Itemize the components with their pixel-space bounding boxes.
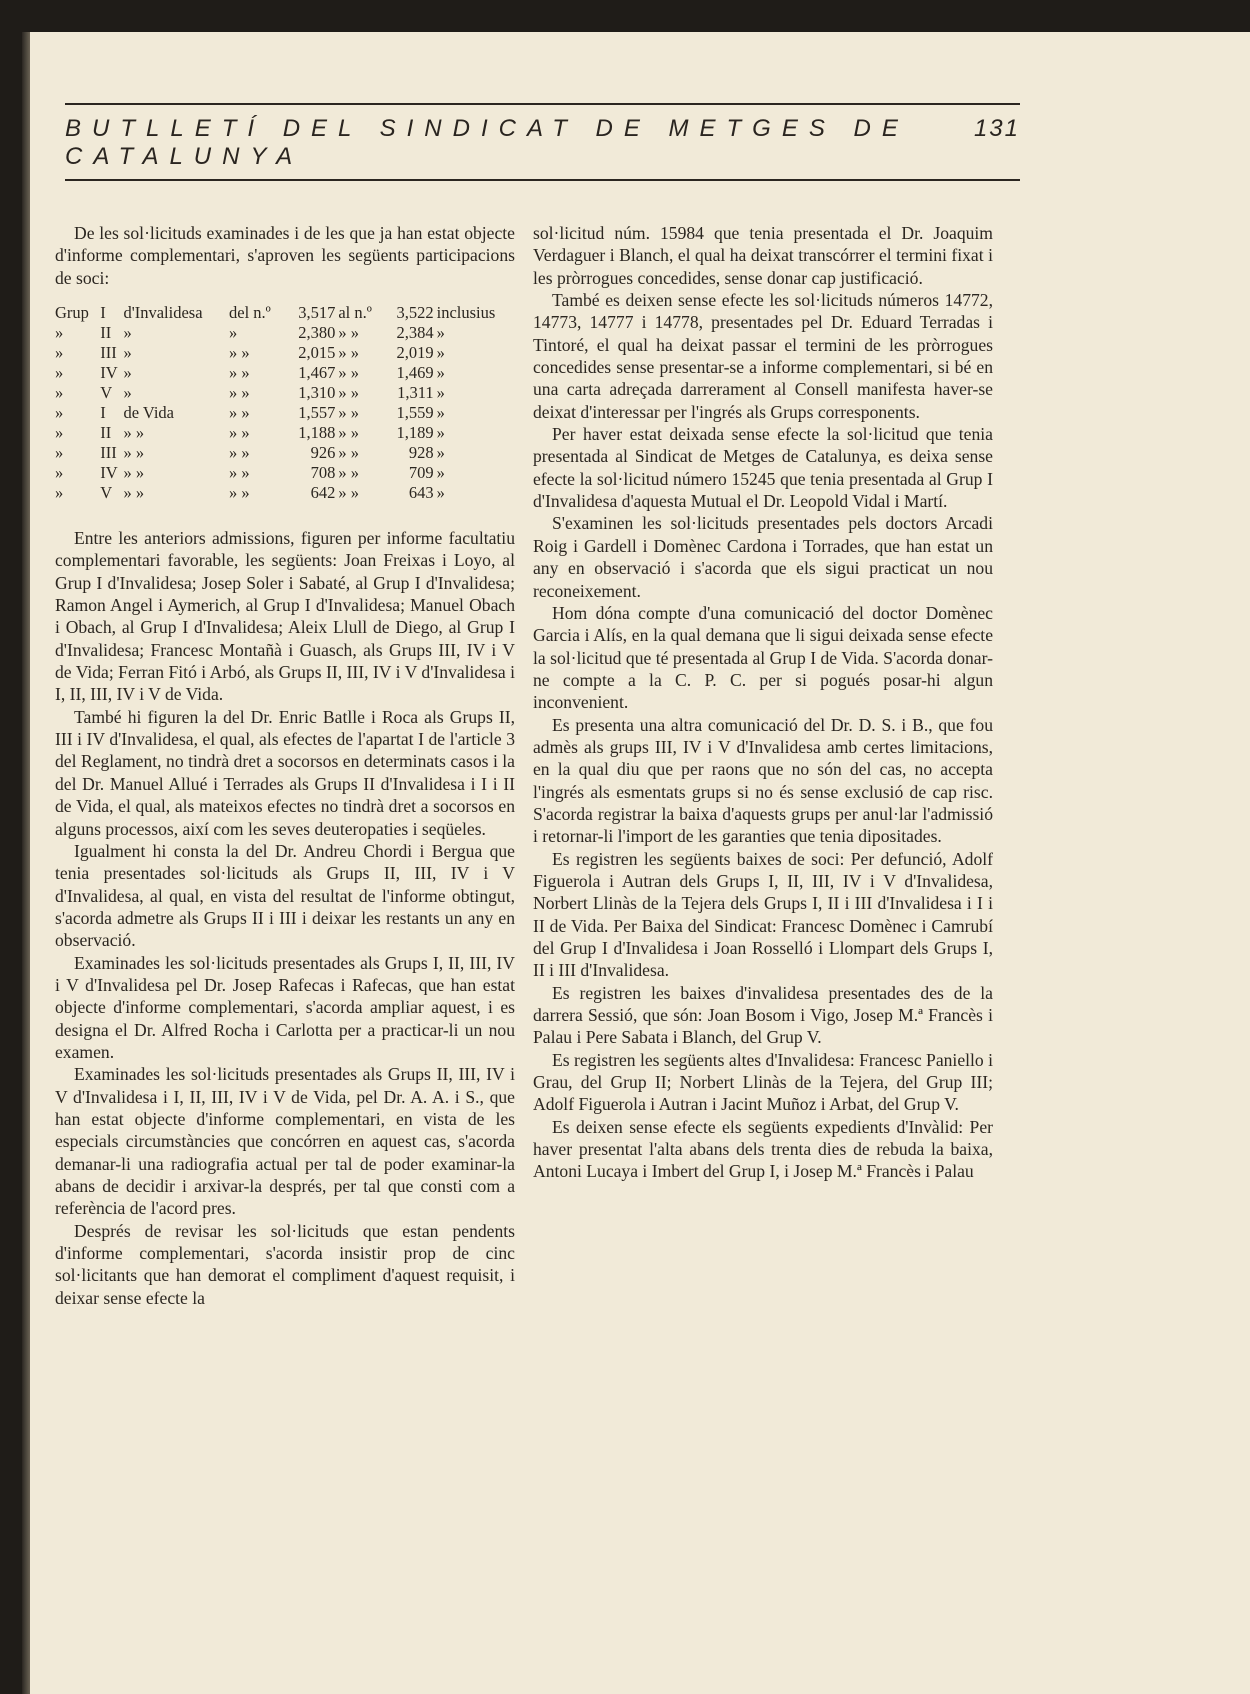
table-cell: 2,384 bbox=[396, 323, 434, 343]
right-column bbox=[533, 222, 993, 1183]
body-paragraph: Es registren les baixes d'invalidesa presentades des de la darrera Sessió, que són: Joan Bosom i Vigo, Josep M.ª Francès i Palau i Pere Sabata i Blanch, del Grup V. bbox=[533, 982, 993, 1048]
table-cell: I bbox=[100, 403, 106, 423]
body-paragraph: sol·licitud núm. 15984 que tenia presentada el Dr. Joaquim Verdaguer i Blanch, el qual ha deixat transcórrer el termini fixat i les pròrrogues concedides, sense donar cap justificació. bbox=[533, 223, 993, 288]
left-column bbox=[55, 222, 515, 1309]
table-cell: 1,188 bbox=[298, 423, 336, 443]
body-paragraph: Examinades les sol·licituds presentades als Grups I, II, III, IV i V d'Invalidesa pel Dr. Josep Rafecas i Rafecas, que han estat objecte d'informe complementari, s'acorda ampliar aquest, i es designa el Dr. Alfred Rocha i Carlotta per a practicar-li un nou examen. bbox=[55, 952, 515, 1062]
table-cell: » » bbox=[338, 403, 359, 423]
body-paragraph: Es registren les següents baixes de soci: Per defunció, Adolf Figuerola i Autran dels Grups I, II, III, IV i V d'Invalidesa, Norbert Llinàs de la Tejera dels Grups I, II i III d'Invalidesa i I i II de Vida. Per Baixa del Sindicat: Francesc Domènec i Camrubí del Grup I d'Invalidesa i Joan Rosselló i Llompart dels Grups I, II i III d'Invalidesa. bbox=[533, 848, 993, 981]
table-cell: 1,467 bbox=[298, 363, 336, 383]
table-cell: » bbox=[55, 443, 64, 463]
table-cell: » bbox=[55, 383, 64, 403]
table-cell: » » bbox=[338, 343, 359, 363]
table-cell: » » bbox=[123, 483, 145, 503]
table-row bbox=[55, 323, 515, 343]
table-cell: » » bbox=[229, 383, 250, 403]
table-cell: inclusius bbox=[436, 303, 496, 323]
table-cell: » bbox=[436, 323, 445, 343]
table-cell: » » bbox=[123, 443, 145, 463]
table-cell: 2,015 bbox=[298, 343, 336, 363]
table-cell: 643 bbox=[408, 483, 434, 503]
table-cell: » bbox=[55, 363, 64, 383]
table-cell: V bbox=[100, 483, 113, 503]
intro-paragraph: De les sol·licituds examinades i de les que ja han estat objecte d'informe complementari, s'aproven les següents participacions de soci: bbox=[55, 223, 515, 288]
body-paragraph: Entre les anteriors admissions, figuren per informe facultatiu complementari favorable, les següents: Joan Freixas i Loyo, al Grup I d'Invalidesa; Josep Soler i Sabaté, al Grup I d'Invalidesa; Ramon Angel i Aymerich, al Grup I d'Invalidesa; Manuel Obach i Obach, al Grup I d'Invalidesa; Aleix Llull de Diego, al Grup I d'Invalidesa; Francesc Montañà i Guasch, als Grups III, IV i V de Vida; Ferran Fitó i Arbó, als Grups II, III, IV i V d'Invalidesa i I, II, III, IV i V de Vida. bbox=[55, 528, 515, 705]
table-cell: IV bbox=[100, 363, 118, 383]
table-cell: » bbox=[55, 343, 64, 363]
table-cell: 1,311 bbox=[397, 383, 434, 403]
table-row bbox=[55, 363, 515, 383]
table-cell: II bbox=[100, 423, 112, 443]
table-cell: » bbox=[436, 463, 445, 483]
body-paragraph: Es presenta una altra comunicació del Dr. D. S. i B., que fou admès als grups III, IV i V d'Invalidesa amb certes limitacions, en la qual diu que per raons que no són del cas, no accepta l'ingrés als esmentats grups si no és sense exclusió de cap risc. S'acorda registrar la baixa d'aquests grups per anul·lar l'admissió i retornar-li l'import de les garanties que tenia dipositades. bbox=[533, 714, 993, 847]
table-cell: 1,310 bbox=[298, 383, 336, 403]
body-paragraph: Examinades les sol·licituds presentades als Grups II, III, IV i V d'Invalidesa i I, II, III, IV i V de Vida, pel Dr. A. A. i S., que han estat objecte d'informe complementari, en vista de les especials circumstàncies que concórren en aquest cas, s'acorda demanar-li una radiografia actual per tal de poder examinar-la abans de decidir i arxivar-la després, per tal que consti com a referència de l'acord pres. bbox=[55, 1064, 515, 1219]
table-cell: » » bbox=[338, 423, 359, 443]
table-cell: » » bbox=[338, 363, 359, 383]
table-cell: » » bbox=[229, 363, 250, 383]
table-row bbox=[55, 303, 515, 323]
table-cell: » bbox=[436, 363, 445, 383]
table-cell: » bbox=[123, 323, 132, 343]
table-cell: 2,380 bbox=[298, 323, 336, 343]
table-cell: » bbox=[55, 403, 64, 423]
table-cell: » bbox=[123, 363, 132, 383]
table-cell: d'Invalidesa bbox=[123, 303, 203, 323]
body-paragraph: També hi figuren la del Dr. Enric Batlle i Roca als Grups II, III i IV d'Invalidesa, el qual, als efectes de l'apartat I de l'article 3 del Reglament, no tindrà dret a socorsos en determinats casos i la del Dr. Manuel Allué i Terrades als Grups II d'Invalidesa i I i II de Vida, el qual, als mateixos efectes no tindrà dret a socorsos en alguns processos, així com les seves deuteropaties i seqüeles. bbox=[55, 706, 515, 839]
table-cell: » » bbox=[229, 343, 250, 363]
table-cell: 1,469 bbox=[396, 363, 434, 383]
table-cell: III bbox=[100, 443, 117, 463]
table-cell: » » bbox=[338, 323, 359, 343]
table-cell: III bbox=[100, 343, 117, 363]
table-cell: » bbox=[55, 483, 64, 503]
table-cell: V bbox=[100, 383, 113, 403]
table-cell: 928 bbox=[408, 443, 434, 463]
table-cell: 926 bbox=[310, 443, 336, 463]
table-cell: II bbox=[100, 323, 112, 343]
table-cell: » bbox=[229, 323, 238, 343]
table-cell: » » bbox=[229, 403, 250, 423]
table-row bbox=[55, 343, 515, 363]
body-paragraph: També es deixen sense efecte les sol·licituds números 14772, 14773, 14777 i 14778, presentades pel Dr. Eduard Terradas i Tintoré, el qual ha deixat passar el termini de les pròrrogues concedides sense presentar-se a informe complementari, si bé en una carta adreçada darrerament al Consell manifesta haver-se deixat d'interessar per l'ingrés als Grups corresponents. bbox=[533, 290, 993, 422]
table-cell: » bbox=[436, 383, 445, 403]
running-header bbox=[65, 103, 1020, 181]
body-paragraph: Igualment hi consta la del Dr. Andreu Chordi i Bergua que tenia presentades sol·licituds als Grups II, III, IV i V d'Invalidesa, al qual, en vista del resultat de l'informe obtingut, s'acorda admetre als Grups II i III i deixar les restants un any en observació. bbox=[55, 840, 515, 951]
table-cell: 1,557 bbox=[298, 403, 336, 423]
table-cell: 709 bbox=[408, 463, 434, 483]
body-paragraph: Es deixen sense efecte els següents expedients d'Invàlid: Per haver presentat l'alta abans dels trenta dies de rebuda la baixa, Antoni Lucaya i Imbert del Grup I, i Josep M.ª Francès i Palau bbox=[533, 1116, 993, 1182]
header-rule-bottom bbox=[65, 179, 1020, 181]
table-cell: » » bbox=[123, 463, 145, 483]
table-cell: » bbox=[436, 483, 445, 503]
table-cell: 708 bbox=[310, 463, 336, 483]
page-spine-shadow bbox=[22, 32, 30, 1694]
table-cell: » » bbox=[229, 423, 250, 443]
table-row bbox=[55, 403, 515, 423]
table-cell: de Vida bbox=[123, 403, 174, 423]
table-cell: » » bbox=[338, 463, 359, 483]
table-cell: » » bbox=[229, 463, 250, 483]
table-cell: » bbox=[55, 463, 64, 483]
table-cell: 642 bbox=[310, 483, 336, 503]
page-number: 131 bbox=[973, 115, 1020, 142]
table-cell: 1,559 bbox=[396, 403, 434, 423]
table-cell: » » bbox=[229, 483, 250, 503]
table-row bbox=[55, 383, 515, 403]
table-row bbox=[55, 483, 515, 503]
table-cell: » bbox=[123, 343, 132, 363]
table-cell: » bbox=[436, 423, 445, 443]
left-paragraphs bbox=[55, 527, 515, 1309]
table-row bbox=[55, 463, 515, 483]
table-cell: » » bbox=[338, 443, 359, 463]
table-cell: IV bbox=[100, 463, 118, 483]
table-cell: 2,019 bbox=[396, 343, 434, 363]
participations-table bbox=[55, 303, 515, 503]
table-cell: 3,517 bbox=[298, 303, 336, 323]
table-cell: » bbox=[436, 443, 445, 463]
journal-title: BUTLLETÍ DEL SINDICAT DE METGES DE CATALUNYA bbox=[65, 115, 909, 170]
table-cell: 3,522 bbox=[396, 303, 434, 323]
body-paragraph: Després de revisar les sol·licituds que estan pendents d'informe complementari, s'acorda insistir prop de cinc sol·licitants que han demorat el compliment d'aquest requisit, i deixar sense efecte la bbox=[55, 1220, 515, 1308]
body-paragraph: Es registren les següents altes d'Invalidesa: Francesc Paniello i Grau, del Grup II; Norbert Llinàs de la Tejera, del Grup III; Adolf Figuerola i Autran i Jacint Muñoz i Arbat, del Grup V. bbox=[533, 1049, 993, 1115]
table-cell: » » bbox=[338, 383, 359, 403]
table-cell: » bbox=[436, 343, 445, 363]
table-cell: del n.º bbox=[229, 303, 271, 323]
table-cell: » bbox=[55, 323, 64, 343]
table-cell: » bbox=[55, 423, 64, 443]
body-paragraph: Hom dóna compte d'una comunicació del doctor Domènec Garcia i Alís, en la qual demana que li sigui deixada sense efecte la sol·licitud que té presentada al Grup I de Vida. S'acorda donar-ne compte a la C. P. C. per si pogués posar-hi algun inconvenient. bbox=[533, 602, 993, 713]
table-cell: » » bbox=[229, 443, 250, 463]
table-cell: 1,189 bbox=[396, 423, 434, 443]
table-cell: » bbox=[436, 403, 445, 423]
table-cell: al n.º bbox=[338, 303, 372, 323]
table-row bbox=[55, 443, 515, 463]
right-paragraphs bbox=[533, 222, 993, 1183]
table-cell: » bbox=[123, 383, 132, 403]
body-paragraph: S'examinen les sol·licituds presentades pels doctors Arcadi Roig i Gardell i Domènec Cardona i Torrades, que han estat un any en observació i s'acorda que els sigui practicat un nou reconeixement. bbox=[533, 513, 993, 601]
table-cell: I bbox=[100, 303, 106, 323]
table-cell: » » bbox=[338, 483, 359, 503]
table-cell: » » bbox=[123, 423, 145, 443]
header-rule-top bbox=[65, 103, 1020, 105]
table-row bbox=[55, 423, 515, 443]
table-cell: Grup bbox=[55, 303, 89, 323]
body-paragraph: Per haver estat deixada sense efecte la sol·licitud que tenia presentada al Sindicat de Metges de Catalunya, es deixa sense efecte la sol·licitud número 15245 que tenia presentada al Grup I d'Invalidesa d'aquesta Mutual el Dr. Leopold Vidal i Martí. bbox=[533, 424, 993, 512]
